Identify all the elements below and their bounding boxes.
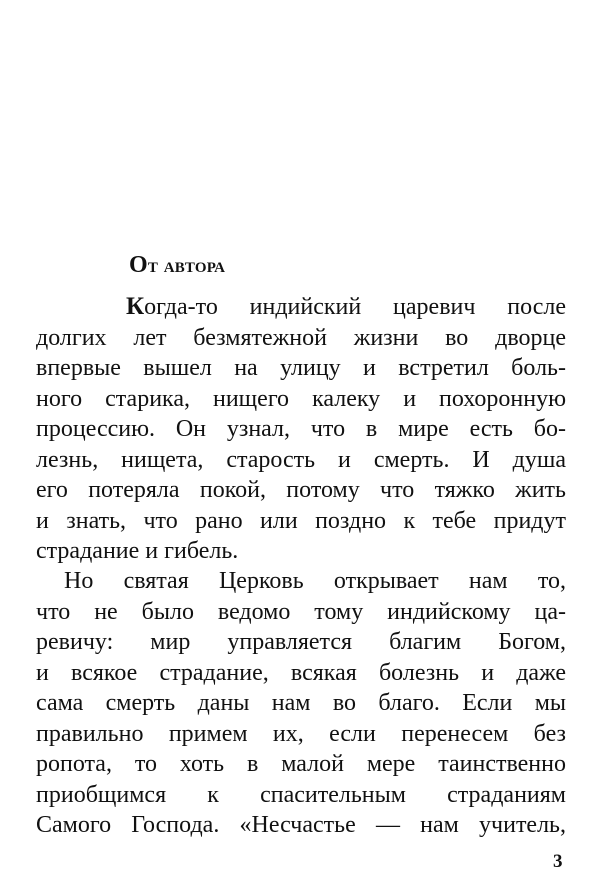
text-line: приобщимся к спасительным страданиям	[36, 781, 566, 808]
text-line: страдание и гибель.	[36, 538, 239, 564]
text-line: ревичу: мир управляется благим Богом,	[36, 629, 566, 655]
text-line: ного старика, нищего калеку и похоронную	[36, 385, 566, 412]
page-number: 3	[553, 851, 563, 872]
text-line: лезнь, нищета, старость и смерть. И душа	[36, 446, 566, 473]
text-line: Но святая Церковь открывает нам то,	[64, 568, 566, 594]
text-line: правильно примем их, если перенесем без	[36, 720, 566, 747]
heading-initial: О	[129, 252, 148, 278]
text-line: что не было ведомо тому индийскому ца-	[36, 598, 566, 625]
text-line: впервые вышел на улицу и встретил боль-	[36, 355, 566, 381]
text-line: его потеряла покой, потому что тяжко жить	[36, 477, 566, 503]
text-line: долгих лет безмятежной жизни во дворце	[36, 324, 566, 351]
text-line: процессию. Он узнал, что в мире есть бо-	[36, 416, 566, 442]
paragraph-2	[36, 566, 566, 841]
text-line: и знать, что рано или поздно к тебе придут	[36, 507, 566, 534]
heading-rest: т автора	[147, 252, 226, 277]
section-heading	[129, 252, 225, 279]
text-line: сама смерть даны нам во благо. Если мы	[36, 690, 566, 716]
paragraph-dropcap: К	[126, 293, 145, 320]
paragraph-1	[36, 292, 566, 567]
text-line: и всякое страдание, всякая болезнь и даже	[36, 659, 566, 686]
text-line: Когда-то индийский царевич после	[126, 293, 566, 320]
text-line: Самого Господа. «Несчастье — нам учитель,	[36, 812, 566, 838]
text-line: ропота, то хоть в малой мере таинственно	[36, 751, 566, 777]
